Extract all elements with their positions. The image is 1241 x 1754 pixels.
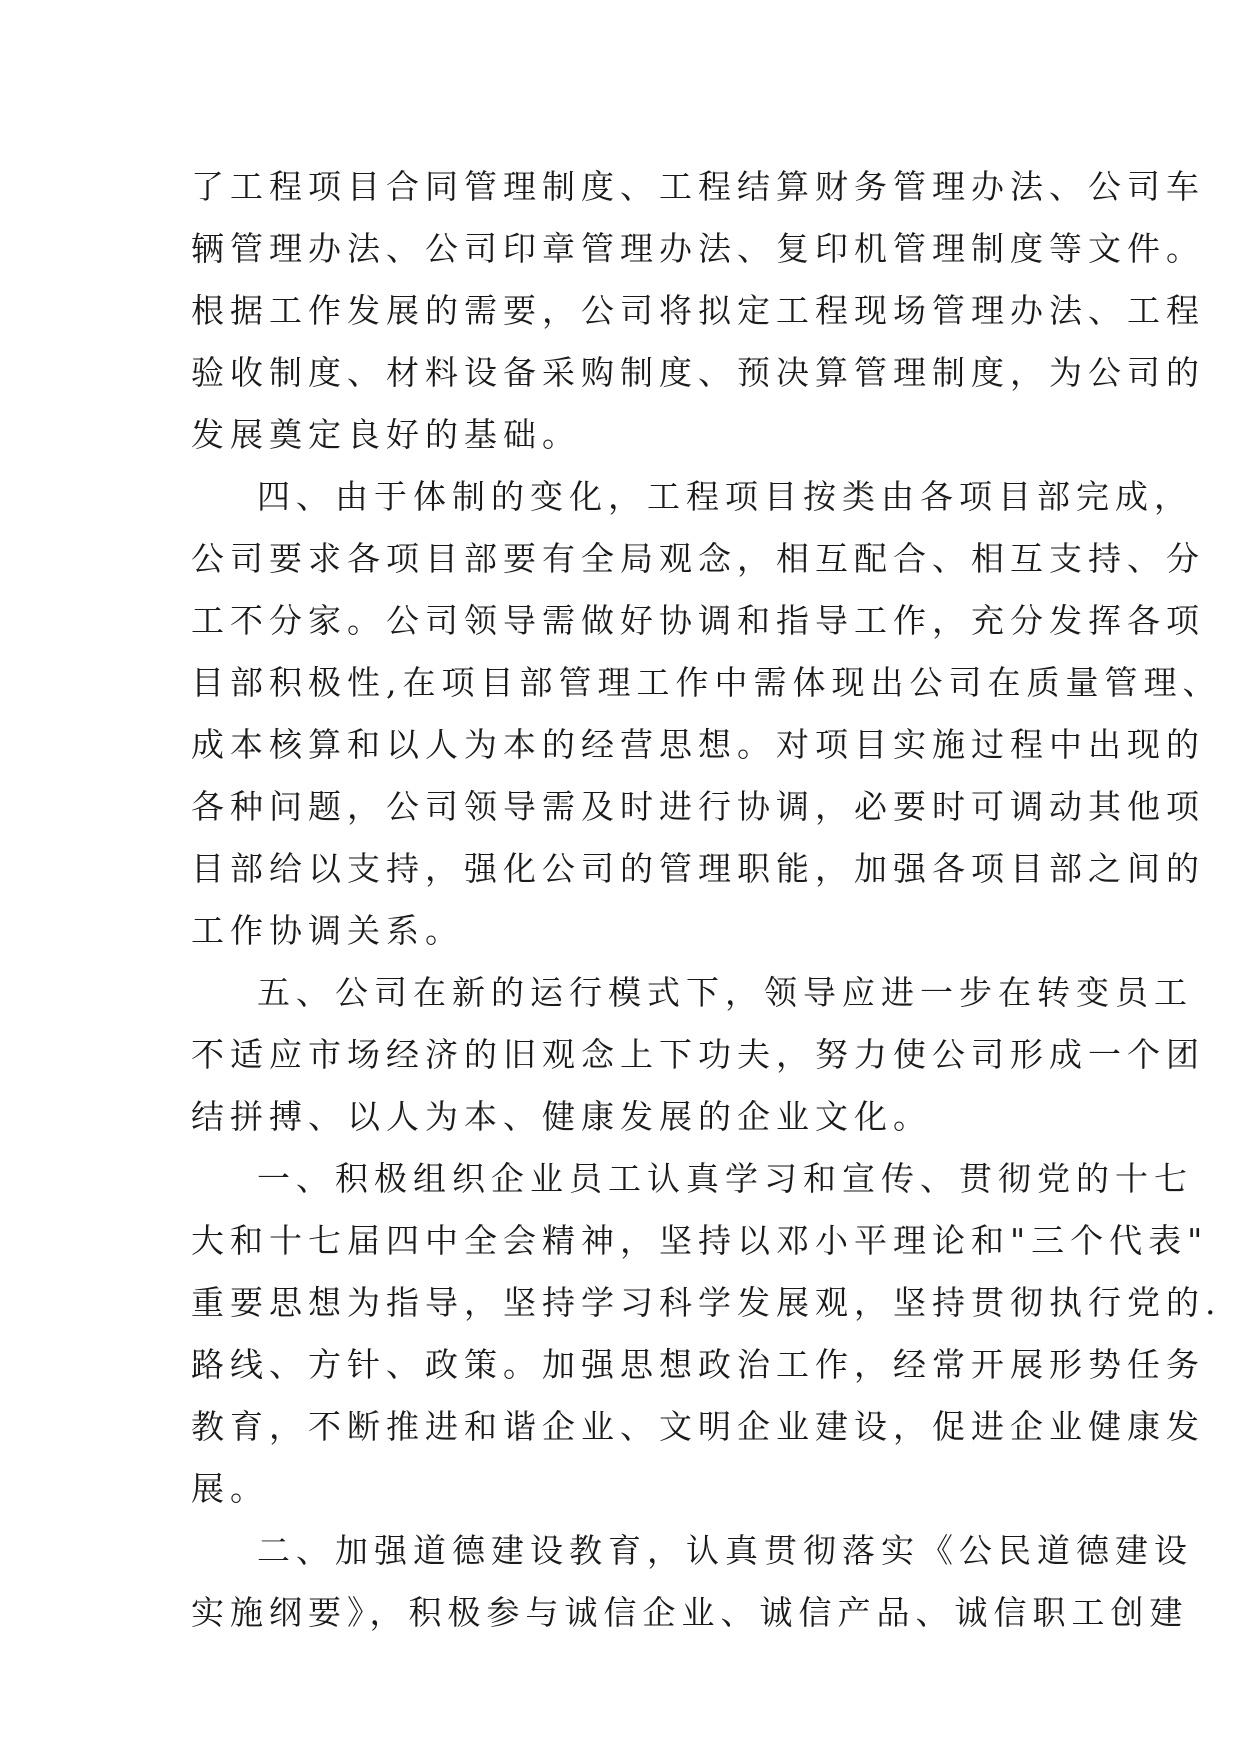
text-line: 公司要求各项目部要有全局观念，相互配合、相互支持、分 bbox=[191, 539, 1205, 578]
text-line: 根据工作发展的需要，公司将拟定工程现场管理办法、工程 bbox=[191, 291, 1205, 330]
text-line: 四、由于体制的变化，工程项目按类由各项目部完成， bbox=[257, 477, 1193, 516]
paragraph bbox=[191, 1148, 1222, 1520]
text-line: 结拼搏、以人为本、健康发展的企业文化。 bbox=[191, 1097, 932, 1136]
paragraph bbox=[191, 156, 1205, 466]
text-line: 重要思想为指导，坚持学习科学发展观，坚持贯彻执行党的. bbox=[191, 1283, 1222, 1322]
text-line: 成本核算和以人为本的经营思想。对项目实施过程中出现的 bbox=[191, 725, 1205, 764]
text-line: 五、公司在新的运行模式下，领导应进一步在转变员工 bbox=[257, 973, 1193, 1012]
text-line: 发展奠定良好的基础。 bbox=[191, 415, 581, 454]
text-line: 教育，不断推进和谐企业、文明企业建设，促进企业健康发 bbox=[191, 1407, 1205, 1446]
text-line: 辆管理办法、公司印章管理办法、复印机管理制度等文件。 bbox=[191, 229, 1205, 268]
paragraph bbox=[191, 962, 1205, 1148]
text-line: 验收制度、材料设备采购制度、预决算管理制度，为公司的 bbox=[191, 353, 1205, 392]
paragraph bbox=[191, 1520, 1193, 1644]
text-line: 工不分家。公司领导需做好协调和指导工作，充分发挥各项 bbox=[191, 601, 1205, 640]
text-line: 实施纲要》，积极参与诚信企业、诚信产品、诚信职工创建 bbox=[191, 1593, 1189, 1632]
text-line: 各种问题，公司领导需及时进行协调，必要时可调动其他项 bbox=[191, 787, 1205, 826]
text-line: 路线、方针、政策。加强思想政治工作，经常开展形势任务 bbox=[191, 1345, 1205, 1384]
text-line: 了工程项目合同管理制度、工程结算财务管理办法、公司车 bbox=[191, 167, 1205, 206]
document-body bbox=[191, 156, 1222, 1644]
text-line: 工作协调关系。 bbox=[191, 911, 464, 950]
paragraph bbox=[191, 466, 1222, 962]
text-line: 一、积极组织企业员工认真学习和宣传、贯彻党的十七 bbox=[257, 1159, 1193, 1198]
text-line: 目部给以支持，强化公司的管理职能，加强各项目部之间的 bbox=[191, 849, 1205, 888]
text-line: 二、加强道德建设教育，认真贯彻落实《公民道德建设 bbox=[257, 1531, 1193, 1570]
text-line: 不适应市场经济的旧观念上下功夫，努力使公司形成一个团 bbox=[191, 1035, 1205, 1074]
text-line: 目部积极性,在项目部管理工作中需体现出公司在质量管理、 bbox=[191, 663, 1222, 702]
text-line: 展。 bbox=[191, 1469, 269, 1508]
text-line: 大和十七届四中全会精神，坚持以邓小平理论和"三个代表" bbox=[191, 1221, 1209, 1260]
